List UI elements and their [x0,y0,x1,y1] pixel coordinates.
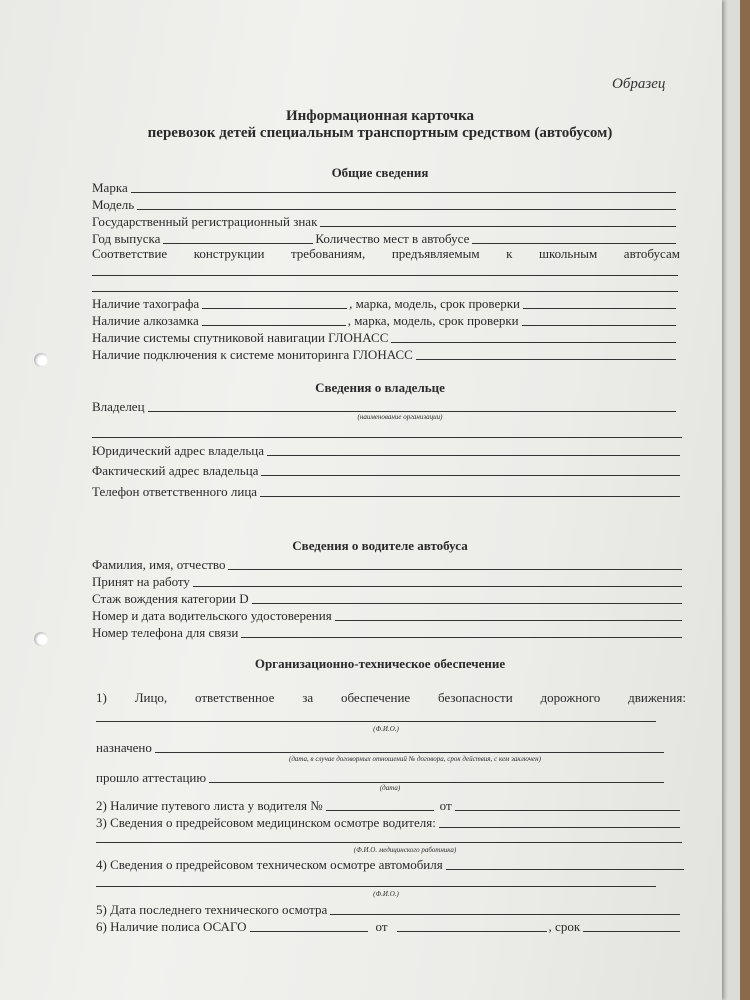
owner-label: Владелец [92,399,145,414]
reg-sign-label: Государственный регистрационный знак [92,214,318,229]
appointed-row [96,738,666,756]
item1-word: дорожного [540,690,601,705]
model-label: Модель [92,197,135,212]
driver-phone-field[interactable] [241,637,682,638]
owner-phone-row [92,482,682,500]
experience-row [92,589,684,607]
brand-field[interactable] [131,192,676,193]
year-label: Год выпуска [92,231,161,246]
alcolock-check-field[interactable] [522,325,676,326]
appointed-label: назначено [96,740,152,755]
model-row [92,195,678,213]
conformity-word: Соответствие [92,246,168,261]
owner-field[interactable] [148,411,676,412]
glonass-monitoring-field[interactable] [416,359,676,360]
driver-name-row [92,555,684,573]
license-label: Номер и дата водительского удостоверения [92,608,332,623]
item2-row [96,796,682,814]
attestation-field[interactable] [209,782,664,783]
item3-label: 3) Сведения о предрейсовом медицинском осмотре водителя: [96,815,436,830]
item5-row [96,900,682,918]
conformity-word: школьным [538,246,598,261]
responsible-person-field[interactable] [96,721,656,722]
year-seats-row [92,229,678,247]
conformity-field[interactable] [92,275,678,276]
sample-label: Образец [612,76,666,92]
date-caption: (дата) [379,784,401,792]
attestation-label: прошло аттестацию [96,770,207,785]
osago-term-field[interactable] [583,931,680,932]
item1-word: за [302,690,314,705]
item1-word: безопасности [438,690,513,705]
driver-name-label: Фамилия, имя, отчество [92,557,226,572]
glonass-label: Наличие системы спутниковой навигации ГЛОНАСС [92,330,389,345]
medical-check-field-2[interactable] [96,842,682,843]
experience-label: Стаж вождения категории D [92,591,249,606]
driver-heading: Сведения о водителе автобуса [292,538,468,553]
item2-label: 2) Наличие путевого листа у водителя № [96,798,323,813]
fio-caption: (Ф.И.О.) [373,725,399,733]
actual-address-field[interactable] [261,475,680,476]
owner-heading: Сведения о владельце [315,380,445,395]
tech-check-field-2[interactable] [96,886,656,887]
license-row [92,606,684,624]
driver-phone-label: Номер телефона для связи [92,625,239,640]
experience-field[interactable] [252,603,682,604]
fio-caption-2: (Ф.И.О.) [373,890,399,898]
item5-label: 5) Дата последнего технического осмотра [96,902,328,917]
driver-phone-row [92,623,684,641]
owner-caption: (наименование организации) [357,413,443,421]
glonass-monitoring-row [92,345,678,363]
hired-label: Принят на работу [92,574,190,589]
owner-phone-field[interactable] [260,496,680,497]
medical-check-field[interactable] [439,827,680,828]
conformity-word: предъявляемым [391,246,480,261]
conformity-word: требованиям, [290,246,366,261]
actual-address-row [92,461,682,479]
item1-word: ответственное [195,690,275,705]
medic-caption: (Ф.И.О. медицинского работника) [353,846,457,854]
item1-word: 1) [96,690,107,705]
glonass-field[interactable] [391,342,676,343]
glonass-monitoring-label: Наличие подключения к системе мониторинга ГЛОНАСС [92,347,413,362]
brand-label: Марка [92,180,128,195]
actual-address-label: Фактический адрес владельца [92,463,259,478]
legal-address-label: Юридический адрес владельца [92,443,265,458]
conformity-field-2[interactable] [92,291,678,292]
item1-word: обеспечение [340,690,411,705]
tachograph-field[interactable] [202,308,347,309]
owner-field-2[interactable] [92,437,682,438]
osago-date-field[interactable] [397,931,547,932]
owner-phone-label: Телефон ответственного лица [92,484,258,499]
conformity-word: к [506,246,513,261]
brand-row [92,178,678,196]
alcolock-row [92,311,678,329]
item1-word: движения: [628,690,686,705]
general-heading: Общие сведения [331,165,429,180]
title-line-1: Информационная карточка [285,108,475,124]
reg-sign-field[interactable] [320,226,676,227]
hired-row [92,572,684,590]
model-field[interactable] [137,209,676,210]
seats-field[interactable] [472,243,676,244]
org-heading: Организационно-техническое обеспечение [254,656,506,671]
item2-from-label: от [439,798,452,813]
item6-row [96,917,682,935]
year-field[interactable] [163,243,313,244]
alcolock-label: Наличие алкозамка [92,313,199,328]
seats-label: Количество мест в автобусе [315,231,470,246]
conformity-word: автобусам [623,246,680,261]
item4-row [96,855,686,873]
tachograph-check-label: , марка, модель, срок проверки [349,296,521,311]
tachograph-label: Наличие тахографа [92,296,200,311]
punch-hole [34,353,48,367]
tachograph-check-field[interactable] [523,308,676,309]
legal-address-row [92,441,682,459]
title-line-2: перевозок детей специальным транспортным средством (автобусом) [147,125,613,141]
alcolock-check-label: , марка, модель, срок проверки [347,313,519,328]
hired-field[interactable] [193,586,682,587]
license-field[interactable] [335,620,682,621]
item6-label: 6) Наличие полиса ОСАГО [96,919,247,934]
item4-label: 4) Сведения о предрейсовом техническом осмотре автомобиля [96,857,443,872]
appointed-field[interactable] [155,752,664,753]
waybill-date-field[interactable] [455,810,680,811]
appointed-caption: (дата, в случае договорных отношений № договора, срок действия, с кем заключен) [289,755,541,763]
waybill-number-field[interactable] [326,810,434,811]
tech-check-field[interactable] [446,869,684,870]
reg-sign-row [92,212,678,230]
item1-word: Лицо, [134,690,168,705]
item3-row [96,813,682,831]
driver-name-field[interactable] [228,569,682,570]
osago-number-field[interactable] [250,931,368,932]
glonass-row [92,328,678,346]
item1-row [96,690,686,706]
item6-term-label: , срок [548,919,581,934]
punch-hole [34,632,48,646]
legal-address-field[interactable] [267,455,680,456]
tachograph-row [92,294,678,312]
item6-from-label: от [375,919,388,934]
alcolock-field[interactable] [202,325,346,326]
last-inspection-field[interactable] [330,914,680,915]
conformity-row [92,246,680,262]
conformity-word: конструкции [193,246,265,261]
